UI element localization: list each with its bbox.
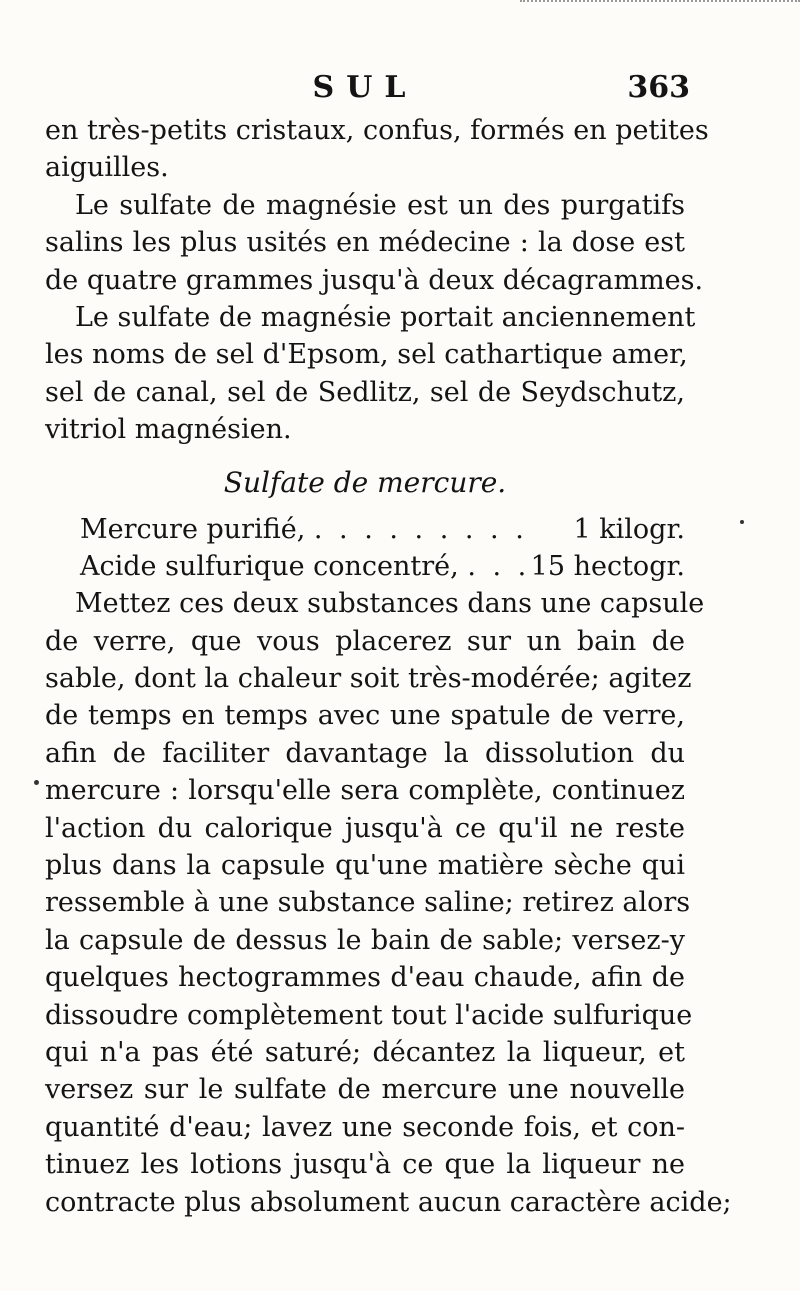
text-line: sel de canal, sel de Sedlitz, sel de Seydschutz, (45, 376, 685, 408)
text-line: aiguilles. (45, 152, 169, 184)
text-line: plus dans la capsule qu'une matière sèche qui (45, 850, 685, 882)
text-line: qui n'a pas été saturé; décantez la liqueur, et (45, 1036, 685, 1068)
text-line: en très-petits cristaux, confus, formés en petites (45, 115, 709, 146)
recipe-item (45, 548, 685, 585)
text-line: de verre, que vous placerez sur un bain de (45, 625, 685, 657)
scan-edge-artifact (520, 0, 800, 8)
text-line: contracte plus absolument aucun caractère acide; (45, 1186, 732, 1218)
paragraph-3 (45, 299, 696, 449)
text-line: Le sulfate de magnésie portait anciennement (75, 301, 696, 333)
text-line: de temps en temps avec une spatule de verre, (45, 700, 685, 732)
text-line: quantité d'eau; lavez une seconde fois, et con- (45, 1111, 685, 1143)
text-line: ressemble à une substance saline; retirez alors (45, 887, 691, 919)
ink-speck (740, 520, 744, 524)
recipe-ingredient: Acide sulfurique concentré, (80, 550, 459, 582)
text-line: la capsule de dessus le bain de sable; versez-y (45, 924, 685, 956)
text-line: Le sulfate de magnésie est un des purgatifs (75, 189, 685, 221)
recipe-quantity: 1 kilogr. (573, 513, 685, 545)
recipe-list (45, 511, 685, 586)
leader-dots: . . . . . . . . . (313, 513, 528, 545)
paragraph-1 (45, 112, 709, 187)
leader-dots: . . . (467, 550, 531, 582)
section-heading: Sulfate de mercure. (223, 465, 507, 499)
text-line: de quatre grammes jusqu'à deux décagrammes. (45, 264, 704, 296)
text-line: les noms de sel d'Epsom, sel cathartique amer, (45, 339, 688, 371)
paragraph-2 (45, 187, 704, 299)
recipe-ingredient: Mercure purifié, (80, 513, 306, 545)
text-line: vitriol magnésien. (45, 414, 292, 446)
text-line: mercure : lorsqu'elle sera complète, continuez (45, 775, 685, 807)
text-line: afin de faciliter davantage la dissolution du (45, 737, 685, 769)
recipe-item (45, 511, 685, 548)
text-line: salins les plus usités en médecine : la dose est (45, 227, 685, 259)
recipe-quantity: 15 hectogr. (530, 550, 685, 582)
text-line: versez sur le sulfate de mercure une nouvelle (45, 1074, 685, 1106)
text-line: l'action du calorique jusqu'à ce qu'il ne reste (45, 812, 685, 844)
body-text (45, 112, 732, 1221)
running-head (40, 70, 690, 114)
running-head-title: SUL (312, 70, 418, 105)
text-line: tinuez les lotions jusqu'à ce que la liqueur ne (45, 1149, 685, 1181)
text-line: quelques hectogrammes d'eau chaude, afin de (45, 962, 685, 994)
text-line: Mettez ces deux substances dans une capsule (75, 588, 705, 620)
paragraph-4 (45, 585, 732, 1221)
ink-speck (34, 780, 39, 785)
page-number: 363 (627, 70, 690, 105)
text-line: sable, dont la chaleur soit très-modérée; agitez (45, 663, 692, 695)
text-line: dissoudre complètement tout l'acide sulfurique (45, 999, 693, 1031)
